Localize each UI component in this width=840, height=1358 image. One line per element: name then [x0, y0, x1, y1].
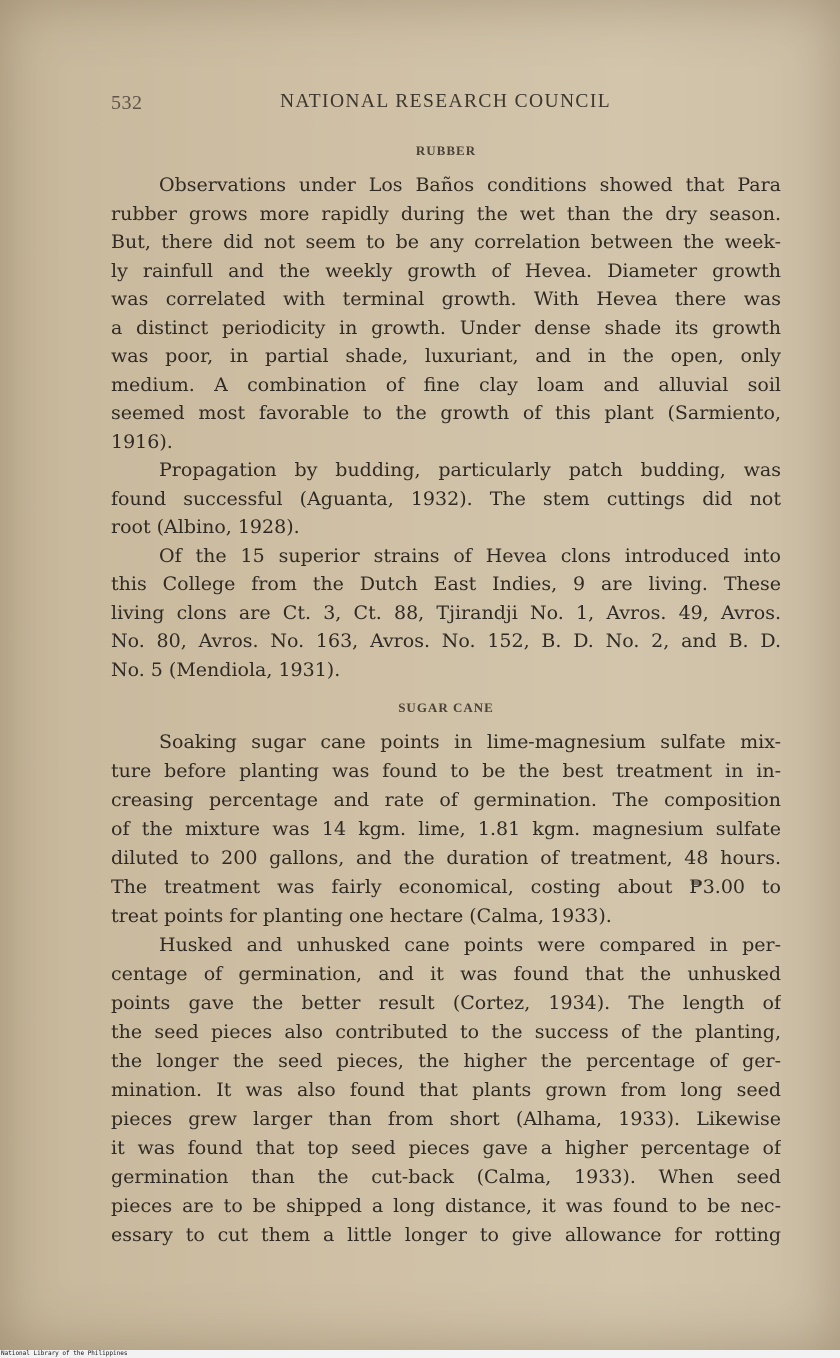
text-line: The treatment was fairly economical, costing about ₱3.00 to — [111, 876, 781, 898]
text-line: mination. It was also found that plants grown from long seed — [111, 1079, 781, 1101]
text-line: diluted to 200 gallons, and the duration of treatment, 48 hours. — [111, 847, 781, 869]
text-line: a distinct periodicity in growth. Under dense shade its growth — [111, 316, 781, 339]
paragraph — [111, 171, 781, 456]
paragraph — [111, 728, 781, 931]
text-line: seemed most favorable to the growth of this plant (Sarmiento, — [111, 402, 781, 424]
text-line: found successful (Aguanta, 1932). The stem cuttings did not — [111, 487, 781, 510]
rubber-text — [111, 171, 781, 684]
text-line: No. 5 (Mendiola, 1931). — [111, 658, 341, 681]
text-line: creasing percentage and rate of germination. The composition — [111, 789, 781, 811]
page-number: 532 — [111, 92, 143, 114]
text-line: pieces are to be shipped a long distance, it was found to be nec- — [111, 1195, 781, 1217]
library-credit: National Library of the Philippines — [0, 1350, 840, 1358]
sugar-cane-text — [111, 728, 781, 1250]
text-line: rubber grows more rapidly during the wet than the dry season. — [111, 202, 781, 225]
journal-title: NATIONAL RESEARCH COUNCIL — [279, 91, 612, 112]
text-line: pieces grew larger than from short (Alhama, 1933). Likewise — [111, 1108, 781, 1130]
text-line: this College from the Dutch East Indies, 9 are living. These — [111, 573, 781, 595]
text-line: it was found that top seed pieces gave a higher percentage of — [111, 1137, 781, 1159]
text-line: Soaking sugar cane points in lime-magnesium sulfate mix- — [159, 731, 781, 753]
text-line: points gave the better result (Cortez, 1934). The length of — [111, 992, 781, 1014]
paragraph — [111, 931, 781, 1250]
text-line: was poor, in partial shade, luxuriant, and in the open, only — [111, 345, 781, 367]
text-line: treat points for planting one hectare (Calma, 1933). — [111, 905, 612, 927]
paragraph — [111, 542, 781, 685]
section-heading-sugar-cane: SUGAR CANE — [398, 700, 494, 715]
running-head — [111, 88, 781, 120]
text-line: germination than the cut-back (Calma, 1933). When seed — [111, 1166, 781, 1188]
text-line: ture before planting was found to be the best treatment in in- — [111, 760, 781, 782]
text-line: medium. A combination of fine clay loam and alluvial soil — [111, 373, 781, 396]
text-line: Of the 15 superior strains of Hevea clons introduced into — [159, 544, 781, 567]
text-line: 1916). — [111, 430, 173, 453]
text-line: But, there did not seem to be any correlation between the week- — [111, 231, 781, 253]
text-line: of the mixture was 14 kgm. lime, 1.81 kgm. magnesium sulfate — [111, 818, 781, 840]
text-line: Husked and unhusked cane points were compared in per- — [159, 934, 781, 956]
text-line: ly rainfull and the weekly growth of Hevea. Diameter growth — [111, 259, 781, 282]
text-line: Observations under Los Baños conditions showed that Para — [159, 174, 781, 196]
text-line: the longer the seed pieces, the higher the percentage of ger- — [111, 1050, 781, 1072]
text-line: centage of germination, and it was found that the unhusked — [111, 963, 781, 985]
text-line: essary to cut them a little longer to give allowance for rotting — [111, 1224, 781, 1246]
text-line: No. 80, Avros. No. 163, Avros. No. 152, B. D. No. 2, and B. D. — [111, 630, 781, 652]
text-line: was correlated with terminal growth. With Hevea there was — [111, 288, 781, 310]
text-line: living clons are Ct. 3, Ct. 88, Tjirandji No. 1, Avros. 49, Avros. — [111, 601, 781, 624]
paragraph — [111, 456, 781, 542]
text-line: the seed pieces also contributed to the success of the planting, — [111, 1021, 781, 1043]
text-line: Propagation by budding, particularly patch budding, was — [159, 459, 781, 481]
text-line: root (Albino, 1928). — [111, 516, 300, 538]
section-heading-rubber: RUBBER — [415, 143, 477, 158]
